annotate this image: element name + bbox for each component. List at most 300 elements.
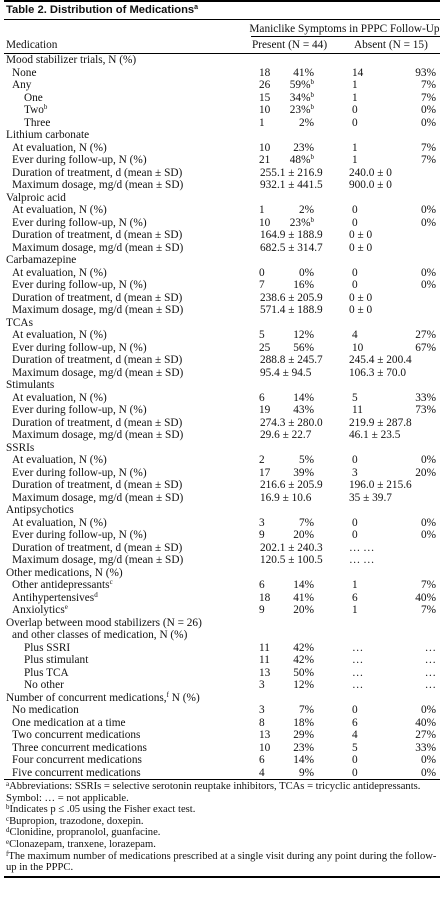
table-row	[4, 154, 440, 167]
title-footnote-mark: a	[194, 4, 199, 11]
absent-stat	[349, 417, 439, 430]
medication-column-header: Medication	[6, 39, 58, 51]
row-label	[6, 254, 76, 267]
row-label-text: Maximum dosage, mg/d (mean ± SD)	[12, 241, 184, 254]
row-label-text: Two	[24, 104, 44, 116]
absent-percent	[394, 154, 436, 167]
row-label	[12, 179, 183, 192]
absent-stat-value: 219.9 ± 287.8	[349, 416, 412, 429]
present-stat	[260, 554, 344, 567]
present-percent-value: 7%	[298, 516, 314, 529]
present-percent-value: 48%	[289, 154, 311, 166]
footnote-text: Clonazepam, tranxene, lorazepam.	[9, 838, 156, 850]
present-stat	[260, 292, 344, 305]
row-label-text: Overlap between mood stabilizers (N = 26)	[6, 616, 202, 629]
absent-count	[352, 279, 372, 292]
table-row	[4, 204, 440, 217]
present-percent	[274, 92, 314, 105]
absent-count	[352, 267, 372, 280]
absent-percent-value: 40%	[415, 591, 436, 604]
absent-percent	[394, 217, 436, 230]
table-row	[4, 667, 440, 680]
row-label	[12, 479, 182, 492]
row-label	[12, 342, 147, 355]
absent-percent	[394, 529, 436, 542]
table-row	[4, 454, 440, 467]
present-percent	[274, 667, 314, 680]
row-label-text: No other	[24, 679, 64, 691]
absent-count-value: 4	[352, 729, 358, 741]
present-stat-value: 288.8 ± 245.7	[260, 354, 323, 366]
row-label-text: Maximum dosage, mg/d (mean ± SD)	[12, 366, 184, 379]
present-percent	[274, 517, 314, 530]
row-label	[12, 67, 36, 80]
row-label-text: At evaluation, N (%)	[12, 204, 107, 216]
footnote-mark: c	[6, 814, 10, 823]
absent-count-value: 0	[352, 266, 358, 279]
absent-count	[352, 642, 372, 655]
footnote-mark: b	[43, 103, 48, 111]
absent-count-value: …	[352, 641, 364, 654]
row-label	[6, 442, 34, 455]
present-percent	[274, 154, 314, 167]
footnote-mark: b	[310, 215, 314, 224]
absent-percent-value: …	[424, 641, 436, 654]
row-label	[12, 354, 182, 367]
present-percent-value: 29%	[293, 729, 314, 741]
absent-count	[352, 142, 372, 155]
present-percent	[274, 329, 314, 342]
row-label-text: Antipsychotics	[6, 504, 74, 516]
present-count-value: 19	[259, 404, 271, 416]
absent-count	[352, 79, 372, 92]
table-row	[4, 442, 440, 455]
present-column-header: Present (N = 44)	[252, 39, 328, 51]
absent-count-value: 0	[352, 216, 358, 229]
footnote-mark: a	[6, 780, 10, 788]
present-count-value: 6	[259, 579, 265, 591]
row-label	[12, 392, 107, 405]
row-label-suffix: N (%)	[168, 691, 200, 704]
table-row	[4, 767, 440, 780]
row-label	[24, 667, 69, 680]
present-stat	[260, 304, 344, 317]
present-percent-value: 50%	[293, 666, 314, 679]
present-percent	[274, 592, 314, 605]
row-label-text: Ever during follow-up, N (%)	[12, 529, 147, 541]
table-row	[4, 279, 440, 292]
absent-count-value: 1	[352, 154, 358, 166]
table-row	[4, 67, 440, 80]
present-percent-value: 12%	[293, 679, 314, 691]
present-percent-value: 41%	[293, 591, 314, 604]
absent-percent-value: 0%	[420, 266, 436, 279]
absent-count	[352, 729, 372, 742]
absent-percent-value: 93%	[415, 66, 436, 79]
table-row	[4, 467, 440, 480]
row-label-text: Five concurrent medications	[12, 766, 141, 779]
absent-percent	[394, 79, 436, 92]
present-stat	[260, 429, 344, 442]
absent-percent	[394, 404, 436, 417]
row-label	[6, 692, 200, 705]
table-row	[4, 604, 440, 617]
table-row	[4, 354, 440, 367]
absent-stat	[349, 367, 439, 380]
present-stat-value: 164.9 ± 188.9	[260, 229, 323, 241]
absent-percent-value: 0%	[420, 516, 436, 529]
absent-count-value: …	[352, 654, 364, 666]
footnote-mark: f	[166, 690, 169, 699]
table-row	[4, 92, 440, 105]
present-count-value: 18	[259, 66, 271, 79]
table-row	[4, 229, 440, 242]
table-header	[4, 20, 440, 54]
table-row	[4, 717, 440, 730]
present-percent	[274, 342, 314, 355]
present-percent	[274, 467, 314, 480]
row-label-text: Duration of treatment, d (mean ± SD)	[12, 479, 183, 491]
absent-percent	[394, 679, 436, 692]
present-stat-value: 95.4 ± 94.5	[260, 366, 312, 379]
absent-stat-value: 245.4 ± 200.4	[349, 354, 412, 366]
absent-percent-value: 27%	[415, 729, 436, 741]
present-percent	[274, 104, 314, 117]
absent-stat	[349, 229, 439, 242]
absent-count	[352, 67, 372, 80]
row-label-text: Stimulants	[6, 379, 55, 391]
table-row	[4, 142, 440, 155]
row-label	[12, 529, 147, 542]
absent-count	[352, 604, 372, 617]
present-stat-value: 932.1 ± 441.5	[260, 179, 323, 191]
absent-percent	[394, 329, 436, 342]
table-row	[4, 704, 440, 717]
absent-count	[352, 592, 372, 605]
table-row	[4, 179, 440, 192]
row-label-text: Duration of treatment, d (mean ± SD)	[12, 541, 183, 554]
present-percent	[274, 204, 314, 217]
footnote	[6, 804, 438, 816]
present-count-value: 2	[259, 454, 265, 466]
absent-percent-value: 0%	[420, 704, 436, 716]
present-stat	[260, 242, 344, 255]
present-stat	[260, 479, 344, 492]
absent-stat-value: … …	[349, 554, 375, 566]
footnote-text: Bupropion, trazodone, doxepin.	[9, 815, 144, 827]
row-label-text: Plus TCA	[24, 666, 69, 679]
present-count-value: 17	[259, 466, 271, 479]
table-row	[4, 679, 440, 692]
present-count-value: 11	[259, 654, 270, 666]
table-row	[4, 404, 440, 417]
present-percent-value: 20%	[293, 529, 314, 541]
present-percent	[274, 267, 314, 280]
absent-count-value: 11	[352, 404, 363, 416]
absent-stat-value: 0 ± 0	[349, 241, 373, 254]
table-row	[4, 54, 440, 67]
absent-stat-value: 240.0 ± 0	[349, 166, 392, 179]
row-label-text: Two concurrent medications	[12, 729, 141, 741]
present-percent-value: 39%	[293, 466, 314, 479]
present-percent	[274, 742, 314, 755]
present-count-value: 3	[259, 704, 265, 716]
row-label	[12, 492, 183, 505]
present-stat	[260, 167, 344, 180]
absent-count	[352, 667, 372, 680]
row-label	[24, 104, 47, 117]
present-percent	[274, 142, 314, 155]
absent-count-value: 0	[352, 279, 358, 291]
absent-count	[352, 579, 372, 592]
absent-count-value: 0	[352, 766, 358, 779]
row-label	[24, 117, 50, 130]
absent-count	[352, 767, 372, 780]
row-label-text: Any	[12, 79, 32, 91]
row-label	[12, 279, 147, 292]
absent-stat	[349, 492, 439, 505]
row-label-text: One medication at a time	[12, 716, 126, 729]
present-percent-value: 18%	[293, 716, 314, 729]
row-label	[12, 742, 147, 755]
present-percent	[274, 79, 314, 92]
table-row	[4, 729, 440, 742]
table-row	[4, 342, 440, 355]
row-label	[12, 292, 182, 305]
footnote	[6, 839, 438, 851]
absent-stat-value: 0 ± 0	[349, 291, 373, 304]
footnote-text: Clonidine, propranolol, guanfacine.	[9, 827, 161, 839]
present-percent-value: 14%	[293, 754, 314, 766]
present-percent-value: 7%	[298, 704, 314, 716]
present-stat-value: 120.5 ± 100.5	[260, 554, 323, 566]
row-label	[6, 567, 123, 580]
present-count-value: 10	[259, 104, 271, 116]
row-label-text: None	[12, 66, 37, 79]
present-count-value: 11	[259, 641, 270, 654]
absent-percent-value: …	[424, 654, 436, 666]
present-stat	[260, 354, 344, 367]
absent-count-value: 3	[352, 466, 358, 479]
present-stat-value: 16.9 ± 10.6	[260, 491, 312, 504]
present-percent	[274, 529, 314, 542]
absent-percent-value: 7%	[420, 141, 436, 154]
row-label	[12, 517, 107, 530]
present-percent-value: 23%	[289, 104, 311, 116]
present-count-value: 7	[259, 279, 265, 291]
present-stat-value: 202.1 ± 240.3	[260, 541, 323, 554]
row-label	[12, 267, 107, 280]
footnote	[6, 851, 438, 874]
absent-percent	[394, 454, 436, 467]
row-label	[12, 554, 183, 567]
row-label	[6, 317, 33, 330]
row-label	[12, 429, 183, 442]
present-percent	[274, 717, 314, 730]
row-label-text: One	[24, 91, 43, 104]
absent-count-value: 5	[352, 741, 358, 754]
absent-percent-value: …	[424, 666, 436, 679]
footnote-mark: f	[6, 849, 9, 858]
absent-stat-value: 0 ± 0	[349, 304, 373, 316]
absent-stat-value: 196.0 ± 215.6	[349, 479, 412, 491]
row-label	[12, 417, 182, 430]
present-count-value: 3	[259, 679, 265, 691]
row-label	[12, 454, 107, 467]
footnote	[6, 781, 438, 804]
absent-percent-value: 7%	[420, 154, 436, 166]
present-count-value: 9	[259, 604, 265, 616]
table-row	[4, 742, 440, 755]
absent-count	[352, 467, 372, 480]
present-stat-value: 29.6 ± 22.7	[260, 429, 312, 441]
row-label-text: Maximum dosage, mg/d (mean ± SD)	[12, 491, 184, 504]
absent-count	[352, 92, 372, 105]
present-percent	[274, 729, 314, 742]
table-row	[4, 654, 440, 667]
absent-count	[352, 404, 372, 417]
present-count-value: 5	[259, 329, 265, 341]
absent-percent	[394, 117, 436, 130]
table-row	[4, 217, 440, 230]
row-label-text: At evaluation, N (%)	[12, 141, 107, 154]
absent-percent-value: 33%	[415, 391, 436, 404]
absent-percent	[394, 667, 436, 680]
row-label	[24, 679, 64, 692]
row-label	[6, 617, 202, 630]
present-count-value: 10	[259, 216, 271, 229]
present-percent	[274, 767, 314, 780]
table-row	[4, 304, 440, 317]
absent-count-value: 0	[352, 704, 358, 716]
absent-percent-value: 73%	[415, 404, 436, 416]
absent-percent-value: 27%	[415, 329, 436, 341]
present-stat-value: 571.4 ± 188.9	[260, 304, 323, 316]
row-label	[12, 729, 140, 742]
row-label	[6, 192, 66, 205]
present-percent	[274, 392, 314, 405]
present-percent-value: 5%	[298, 454, 314, 466]
present-count-value: 0	[259, 266, 265, 279]
absent-percent	[394, 92, 436, 105]
table-row	[4, 242, 440, 255]
row-label	[6, 379, 54, 392]
footnote	[6, 827, 438, 839]
present-percent-value: 43%	[293, 404, 314, 416]
absent-percent	[394, 592, 436, 605]
present-percent-value: 9%	[298, 766, 314, 779]
absent-percent-value: 0%	[420, 766, 436, 779]
absent-percent	[394, 104, 436, 117]
absent-percent	[394, 342, 436, 355]
absent-percent	[394, 654, 436, 667]
absent-percent-value: 0%	[420, 116, 436, 129]
present-percent	[274, 704, 314, 717]
absent-percent	[394, 279, 436, 292]
row-label	[12, 754, 142, 767]
row-label-text: Number of concurrent medications,	[6, 691, 167, 704]
absent-count-value: 0	[352, 454, 358, 466]
row-label	[6, 54, 136, 67]
row-label-text: At evaluation, N (%)	[12, 454, 107, 466]
present-percent	[274, 454, 314, 467]
absent-stat	[349, 292, 439, 305]
table-row	[4, 79, 440, 92]
table-row	[4, 379, 440, 392]
row-label-text: At evaluation, N (%)	[12, 329, 107, 341]
present-percent-value: 2%	[298, 204, 314, 216]
absent-stat-value: 0 ± 0	[349, 229, 373, 241]
present-percent-value: 14%	[293, 391, 314, 404]
absent-percent	[394, 517, 436, 530]
present-stat	[260, 492, 344, 505]
row-label-text: Other antidepressants	[12, 579, 110, 591]
present-percent-value: 23%	[293, 741, 314, 754]
table-row	[4, 417, 440, 430]
row-label	[24, 642, 70, 655]
present-percent	[274, 679, 314, 692]
row-label	[12, 142, 107, 155]
absent-count-value: 1	[352, 91, 358, 104]
footnote-mark: e	[6, 837, 10, 846]
row-label-text: Duration of treatment, d (mean ± SD)	[12, 291, 183, 304]
row-label-text: Antihypertensives	[12, 591, 95, 604]
footnote-text: Indicates p ≤ .05 using the Fisher exact test.	[9, 804, 196, 816]
row-label-text: Anxiolytics	[12, 604, 65, 616]
absent-count	[352, 704, 372, 717]
row-label	[12, 467, 147, 480]
row-label	[12, 717, 126, 730]
table-row	[4, 579, 440, 592]
table-row	[4, 167, 440, 180]
absent-count-value: 1	[352, 604, 358, 616]
absent-count-value: 6	[352, 591, 358, 604]
absent-percent	[394, 754, 436, 767]
absent-percent	[394, 392, 436, 405]
present-count-value: 21	[259, 154, 271, 166]
absent-percent-value: 33%	[415, 741, 436, 754]
row-label	[12, 592, 98, 605]
footnote-mark: d	[94, 590, 98, 599]
footnote-mark: b	[310, 103, 314, 111]
absent-stat	[349, 479, 439, 492]
absent-stat	[349, 242, 439, 255]
table-row	[4, 754, 440, 767]
absent-count	[352, 529, 372, 542]
absent-stat	[349, 542, 439, 555]
absent-percent-value: 0%	[420, 754, 436, 766]
footnote-mark: b	[310, 153, 314, 161]
absent-percent	[394, 742, 436, 755]
present-count-value: 1	[259, 204, 265, 216]
present-percent	[274, 654, 314, 667]
present-percent-value: 56%	[293, 341, 314, 354]
row-label-text: Duration of treatment, d (mean ± SD)	[12, 229, 183, 241]
row-label	[12, 242, 183, 255]
absent-stat-value: 900.0 ± 0	[349, 179, 392, 191]
footnote	[6, 816, 438, 828]
absent-count-value: …	[352, 679, 364, 691]
absent-percent-value: 7%	[420, 79, 436, 91]
row-label-text: Three concurrent medications	[12, 741, 147, 754]
footnote-mark: e	[64, 603, 68, 611]
present-percent-value: 41%	[293, 66, 314, 79]
row-label-text: Ever during follow-up, N (%)	[12, 466, 147, 479]
present-stat-value: 216.6 ± 205.9	[260, 479, 323, 491]
table-row	[4, 629, 440, 642]
row-label-text: Plus stimulant	[24, 654, 89, 666]
row-label-text: Duration of treatment, d (mean ± SD)	[12, 354, 183, 366]
